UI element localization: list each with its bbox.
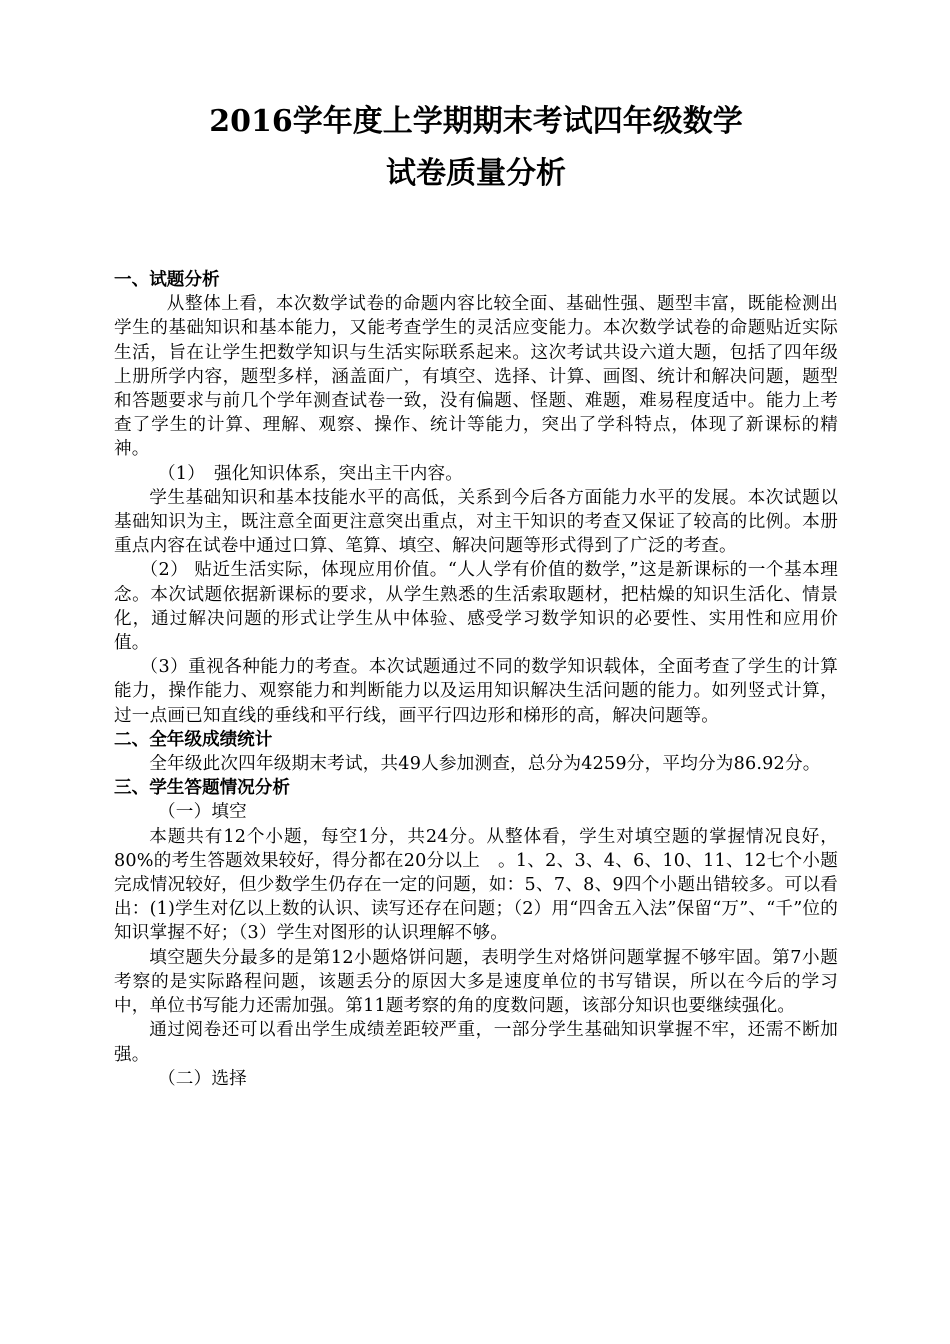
section1-point3: （3）重视各种能力的考查。本次试题通过不同的数学知识载体，全面考查了学生的计算能力，操作能力、观察能力和判断能力以及运用知识解决生活问题的能力。如列竖式计算，过一点画已知直线的垂线和平行线，画平行四边形和梯形的高，解决问题等。 — [114, 657, 838, 726]
section1-point2: （2） 贴近生活实际，体现应用价值。“人人学有价值的数学，”这是新课标的一个基本理念。本次试题依据新课标的要求，从学生熟悉的生活索取题材，把枯燥的知识生活化、情景化，通过解决问题的形式让学生从中体验、感受学习数学知识的必要性、实用性和应用价值。 — [114, 560, 838, 654]
document-title-line2: 试卷质量分析 — [386, 156, 566, 191]
section2-body: 全年级此次四年级期末考试，共49人参加测查，总分为4259分，平均分为86.92分。 — [149, 754, 821, 775]
section1-point1-body: 学生基础知识和基本技能水平的高低，关系到今后各方面能力水平的发展。本次试题以基础知识为主，既注意全面更注意突出重点，对主干知识的考查又保证了较高的比例。本册重点内容在试卷中通过口算、笔算、填空、解决问题等形式得到了广泛的考查。 — [114, 487, 838, 557]
section1-heading: 一、试题分析 — [114, 270, 220, 290]
section2-heading: 二、全年级成绩统计 — [114, 729, 273, 750]
section3-heading: 三、学生答题情况分析 — [114, 778, 290, 799]
section3-sub1-title: （一）填空 — [158, 802, 247, 823]
section1-intro: 从整体上看，本次数学试卷的命题内容比较全面、基础性强、题型丰富，既能检测出学生的基础知识和基本能力，又能考查学生的灵活应变能力。本次数学试卷的命题贴近实际生活，旨在让学生把数学知识与生活实际联系起来。这次考试共设六道大题，包括了四年级上册所学内容，题型多样，涵盖面广，有填空、选择、计算、画图、统计和解决问题，题型和答题要求与前几个学年测查试卷一致，没有偏题、怪题、难题，难易程度适中。能力上考查了学生的计算、理解、观察、操作、统计等能力，突出了学科特点，体现了新课标的精神。 — [114, 294, 838, 460]
section1-point1-title: （1） 强化知识体系，突出主干内容。 — [158, 463, 464, 484]
section3-sub1-paragraph1: 本题共有12个小题，每空1分，共24分。从整体看，学生对填空题的掌握情况良好，80%的考生答题效果较好，得分都在20分以上 。1、2、3、4、6、10、11、12七个小题完成情况较好，但少数学生仍存在一定的问题，如：5、7、8、9四个小题出错较多。可以看出：(1)学生对亿以上数的认识、读写还存在问题；（2）用“四舍五入法”保留“万”、“千”位的知识掌握不好；（3）学生对图形的认识理解不够。 — [114, 826, 838, 944]
section3-sub1-paragraph3: 通过阅卷还可以看出学生成绩差距较严重，一部分学生基础知识掌握不牢，还需不断加强。 — [114, 1020, 838, 1065]
section3-sub2-title: （二）选择 — [158, 1068, 247, 1089]
title-block — [114, 96, 838, 200]
section3-sub1-paragraph2: 填空题失分最多的是第12小题烙饼问题，表明学生对烙饼问题掌握不够牢固。第7小题考察的是实际路程问题，该题丢分的原因大多是速度单位的书写错误，所以在今后的学习中，单位书写能力还需加强。第11题考察的角的度数问题，该部分知识也要继续强化。 — [114, 947, 838, 1017]
document-page — [114, 96, 838, 1091]
document-title-line1: 2016学年度上学期期末考试四年级数学 — [209, 104, 743, 139]
